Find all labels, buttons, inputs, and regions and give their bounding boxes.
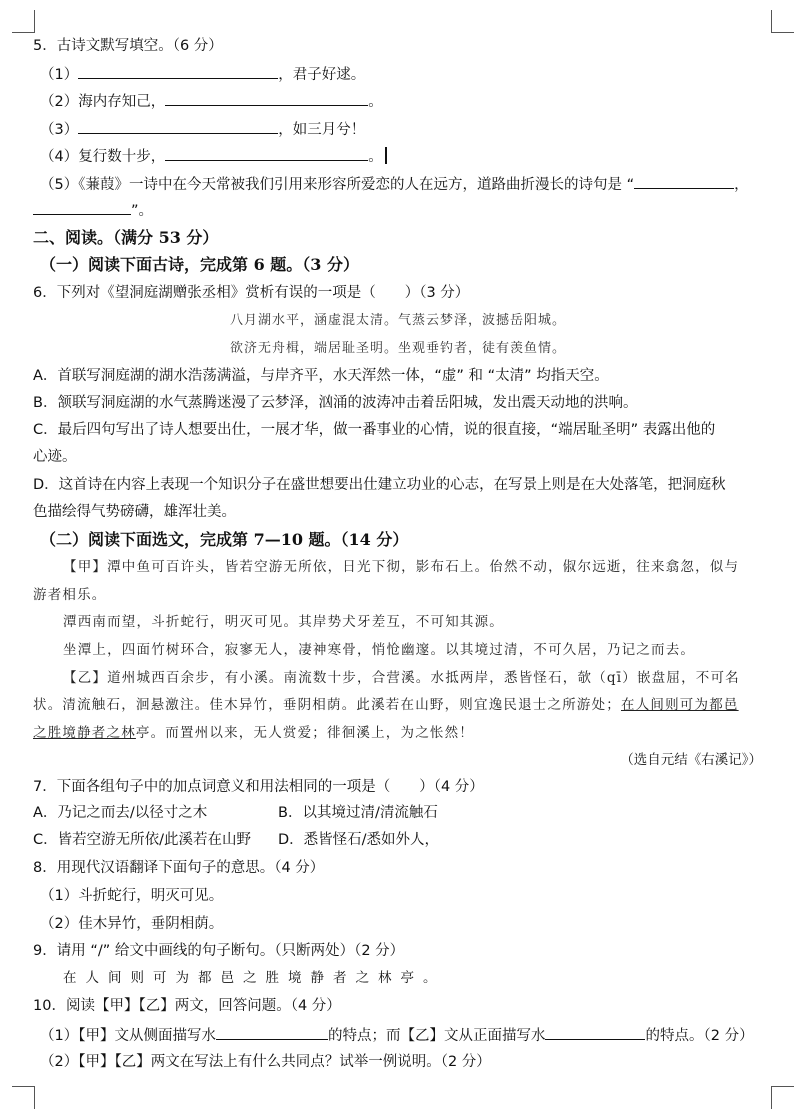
q5-line-6 [33,199,770,221]
q7-option-c: C．皆若空游无所依/此溪若在山野 [33,832,252,848]
underlined-sentence-part1: 在人间则可为都邑 [621,697,739,713]
q10-1-part-b: 的特点；而【乙】文从正面描写水 [327,1028,546,1044]
q9-sentence: 在人间则可为都邑之胜境静者之林亭。 [63,970,446,986]
passage-yi-line3 [33,723,770,743]
underlined-sentence-part2: 之胜境静者之林 [33,725,136,741]
q8-item-1: （1）斗折蛇行，明灭可见。 [40,888,224,904]
answer-blank-q10b[interactable] [545,1024,645,1040]
q6-option-a: A．首联写洞庭湖的湖水浩荡满溢，与岸齐平，水天浑然一体，“虚” 和 “太清” 均指天空。 [33,368,609,384]
passage-jia-line3: 潭西南而望，斗折蛇行，明灭可见。其岸势犬牙差互，不可知其源。 [63,614,504,630]
passage-yi-line1 [63,668,770,688]
subsection-2-title: （二）阅读下面选文，完成第 7—10 题。（14 分） [40,530,409,549]
q5-l5-text: （5）《蒹葭》一诗中在今天常被我们引用来形容所爱恋的人在远方，道路曲折漫长的诗句是 “ [40,177,635,193]
yi2-text: 状。清流触石，洄悬激注。佳木异竹，垂阴相荫。此溪若在山野，则宜逸民退士之所游处； [33,697,621,713]
q10-stem: 10．阅读【甲】【乙】两文，回答问题。（4 分） [33,998,341,1014]
q5-l4-prefix: （4）复行数十步， [40,149,166,165]
answer-blank-1[interactable] [78,63,278,79]
yi1-prefix: 【乙】道州城西百余步，有小溪。南流数十步，合营溪。水抵两岸，悉皆怪石，欹（ [63,670,607,686]
q5-l3-prefix: （3） [40,122,79,138]
q10-1-part-c: 的特点。（2 分） [645,1028,754,1044]
crop-mark-top-left [12,10,35,33]
q7-option-a: A．乃记之而去/以径寸之木 [33,805,208,821]
q7-option-d: D．悉皆怪石/悉如外人， [278,832,440,848]
q10-1-part-a: （1）【甲】文从侧面描写水 [40,1028,216,1044]
q6-option-c-line1: C．最后四句写出了诗人想要出仕，一展才华，做一番事业的心情，说的很直接，“端居耻圣明” 表露出他的 [33,422,716,438]
q5-l2-prefix: （2）海内存知己， [40,94,166,110]
yi3-text: 亭。而置州以来，无人赏爱；徘徊溪上，为之怅然！ [135,725,475,741]
answer-blank-3[interactable] [78,118,278,134]
passage-jia-line4: 坐潭上，四面竹树环合，寂寥无人，凄神寒骨，悄怆幽邃。以其境过清，不可久居，乃记之而去。 [63,642,696,658]
q5-l5-end: ， [734,177,749,193]
q6-option-d-line2: 色描绘得气势磅礴，雄浑壮美。 [33,504,236,520]
q8-stem: 8．用现代汉语翻译下面句子的意思。（4 分） [33,860,325,876]
poem-line-2: 欲济无舟楫，端居耻圣明。坐观垂钓者，徒有羡鱼情。 [230,341,567,356]
q7-options-cd [33,830,770,850]
passage-jia-line2: 游者相乐。 [33,587,107,603]
q7-option-b: B．以其境过清/清流触石 [278,805,438,821]
q6-stem: 6．下列对《望洞庭湖赠张丞相》赏析有误的一项是（ ）（3 分） [33,285,470,301]
yi1-suffix: ）嵌盘屈，不可名 [622,670,740,686]
q9-stem: 9．请用 “/” 给文中画线的句子断句。（只断两处）（2 分） [33,943,405,959]
q5-line-2 [40,90,770,112]
crop-mark-top-right [771,10,794,33]
q5-line-1 [40,63,770,85]
q5-l4-suffix: 。 [368,149,383,165]
crop-mark-bottom-right [771,1086,794,1109]
q5-l3-suffix: ，如三月兮！ [278,122,366,138]
q5-line-5 [40,173,770,195]
q5-line-3 [40,118,770,140]
passage-yi-line2 [33,695,770,715]
q7-stem: 7．下面各组句子中的加点词意义和用法相同的一项是（ ）（4 分） [33,779,484,795]
answer-blank-5a[interactable] [634,173,734,189]
answer-blank-5b[interactable] [33,199,131,215]
q6-option-d-line1: D．这首诗在内容上表现一个知识分子在盛世想要出仕建立功业的心志，在写景上则是在大处落笔，把洞庭秋 [33,477,726,493]
q6-option-b: B．颔联写洞庭湖的水气蒸腾迷漫了云梦泽，汹涌的波涛冲击着岳阳城，发出震天动地的洪响。 [33,395,638,411]
q10-item-1 [40,1024,770,1046]
pinyin-qi: qī [606,670,623,686]
crop-mark-bottom-left [12,1086,35,1109]
answer-blank-4[interactable] [165,145,368,161]
passage-jia-line1: 【甲】潭中鱼可百许头，皆若空游无所依，日光下彻，影布石上。佁然不动，俶尔远逝，往来翕忽，似与 [63,559,740,575]
q5-title: 5．古诗文默写填空。（6 分） [33,38,223,54]
subsection-1-title: （一）阅读下面古诗，完成第 6 题。（3 分） [40,255,359,274]
section-2-title: 二、阅读。（满分 53 分） [33,228,219,247]
q5-l1-suffix: ，君子好逑。 [278,67,366,83]
answer-blank-2[interactable] [165,90,368,106]
q5-l6-end: ”。 [131,203,154,219]
text-cursor [385,147,387,164]
answer-blank-q10a[interactable] [216,1024,328,1040]
q6-option-c-line2: 心迹。 [33,449,77,465]
q5-l2-suffix: 。 [368,94,383,110]
passage-source: （选自元结《右溪记》） [620,752,762,768]
q8-item-2: （2）佳木异竹，垂阴相荫。 [40,916,224,932]
q10-item-2: （2）【甲】【乙】两文在写法上有什么共同点？试举一例说明。（2 分） [40,1054,491,1070]
q5-l1-prefix: （1） [40,67,79,83]
q5-line-4 [40,145,770,167]
poem-line-1: 八月湖水平，涵虚混太清。气蒸云梦泽，波撼岳阳城。 [230,313,567,328]
q7-options-ab [33,803,770,823]
